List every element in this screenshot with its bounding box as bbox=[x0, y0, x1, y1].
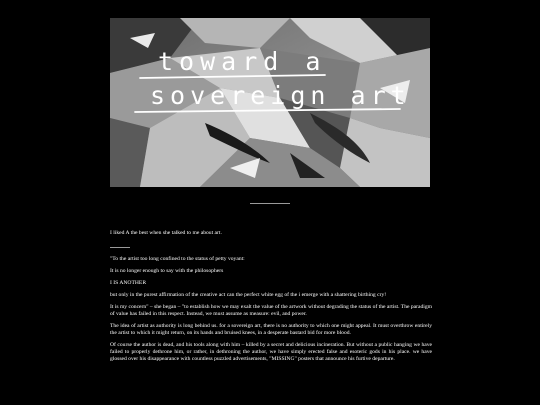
article-paragraph: It is no longer enough to say with the philosophers bbox=[110, 268, 224, 274]
divider bbox=[250, 203, 290, 204]
article-paragraph: "To the artist too long confined to the status of petty voyant: bbox=[110, 256, 245, 262]
article-paragraph: Of course the author is dead, and his tools along with him – killed by a secret and delicious incineration. But without a public hanging we have failed to properly dethrone him, or rather, in dethroning the author, we have simply erected false and esoteric gods in his place. we have glossed over his disappearance with countless puzzled advertisements, "MISSING" posters that announce his furtive departure. bbox=[110, 342, 432, 362]
article-paragraph: but only in the purest affirmation of the creative act can the perfect white egg of the i emerge with a shattering birthing cry! bbox=[110, 292, 387, 298]
article-paragraph: It is my concern" – she began – "to establish how we may exalt the value of the artwork without degrading the status of the artist. The paradigm of value has failed in this respect. Instead, we must assume as measure: evil, and power. bbox=[110, 304, 432, 317]
hero-image bbox=[110, 18, 430, 187]
article-paragraph: The idea of artist as authority is long behind us. for a sovereign art, there is no authority to which one might appeal. It must overthrow entirely the artist to which it might return, on its hands and bruised knees, in a desperate bastard bid for more blood. bbox=[110, 323, 432, 336]
article-body bbox=[110, 230, 432, 368]
hero-title-line1: toward a bbox=[158, 47, 327, 76]
hero-photo bbox=[110, 18, 430, 187]
article-paragraph: I IS ANOTHER bbox=[110, 280, 147, 286]
article-lead: I liked A the best when she talked to me about art. bbox=[110, 230, 222, 236]
short-divider bbox=[110, 247, 130, 248]
hero-title-line2: sovereign art bbox=[150, 81, 411, 110]
